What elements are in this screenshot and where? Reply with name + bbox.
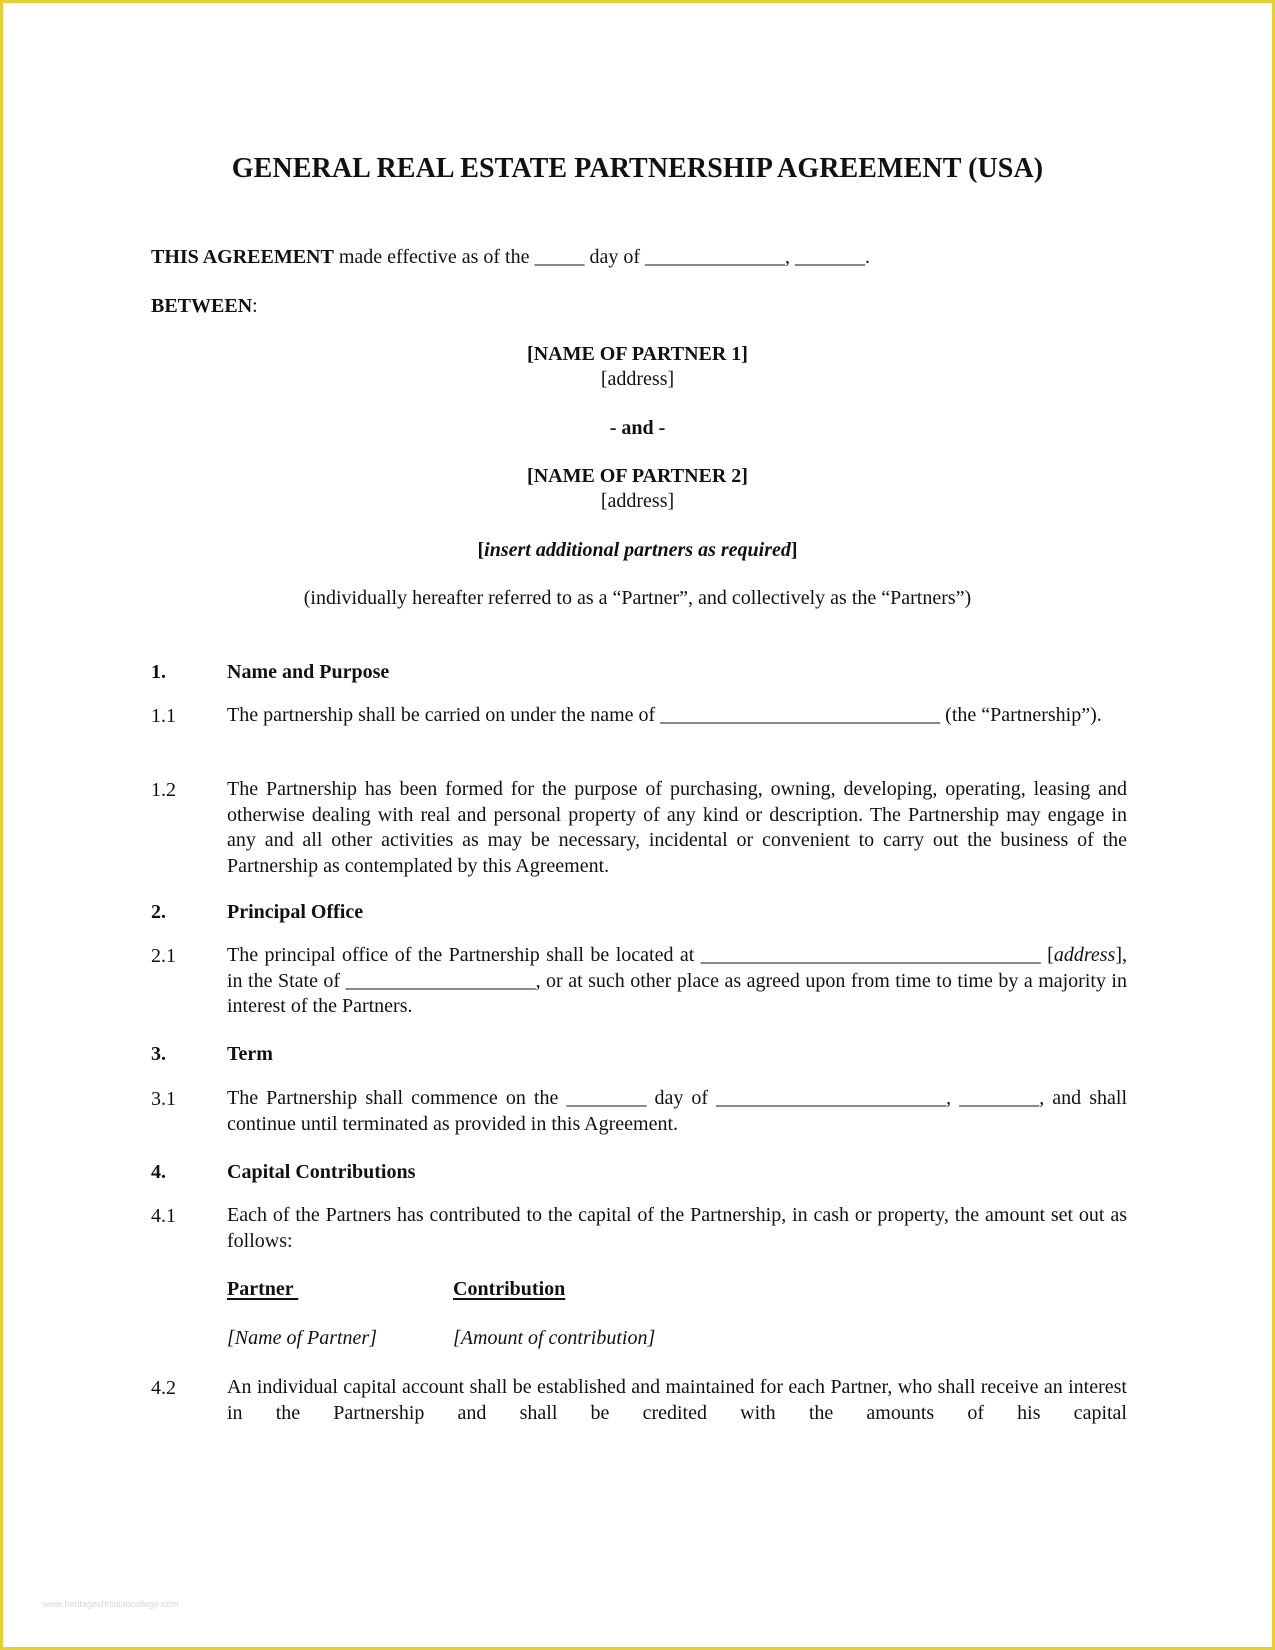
clause-2-1-part-a: The principal office of the Partnership shall be located at __________________________________ [	[227, 944, 1054, 966]
contribution-table-partner-cell: [Name of Partner]	[227, 1327, 377, 1349]
section-4-title: Capital Contributions	[227, 1161, 416, 1183]
section-2-number: 2.	[151, 901, 166, 923]
clause-4-1-number: 4.1	[151, 1205, 176, 1227]
intro-rest: made effective as of the _____ day of ______________, _______.	[333, 246, 871, 268]
intro-lead: THIS AGREEMENT	[151, 246, 334, 268]
partner2-address: [address]	[600, 490, 675, 512]
contribution-table-header-partner: Partner	[227, 1278, 299, 1300]
clause-3-1-number: 3.1	[151, 1088, 176, 1110]
section-4-number: 4.	[151, 1161, 166, 1183]
additional-partners-note	[3, 537, 1272, 563]
clause-2-1-address: address	[1053, 944, 1116, 966]
section-3-title: Term	[227, 1043, 273, 1065]
clause-1-1-text: The partnership shall be carried on under the name of ____________________________ (the “Partnership”).	[227, 704, 1102, 726]
clause-1-1-number: 1.1	[151, 705, 176, 727]
partner2-name: [NAME OF PARTNER 2]	[527, 465, 748, 487]
section-1-number: 1.	[151, 661, 166, 683]
contribution-table-header-contribution: Contribution	[453, 1278, 566, 1300]
clause-2-1-number: 2.1	[151, 945, 176, 967]
clause-2-1-text	[227, 943, 1127, 1020]
clause-3-1-text: The Partnership shall commence on the ________ day of _______________________, ________, and shall continue until terminated as provided in this Agreement.	[227, 1087, 1127, 1135]
partner1-address: [address]	[600, 368, 675, 390]
section-3-number: 3.	[151, 1043, 166, 1065]
additional-partners-text: insert additional partners as required	[484, 539, 791, 561]
clause-2-1-part-b: ], in the State of ___________________, or at such other place as agreed upon from time to time by a majority in interest of the Partners.	[227, 944, 1127, 1017]
clause-4-1-text: Each of the Partners has contributed to the capital of the Partnership, in cash or property, the amount set out as follows:	[227, 1204, 1127, 1252]
intro-line	[151, 244, 870, 270]
clause-1-2-number: 1.2	[151, 779, 176, 801]
and-separator: - and -	[609, 417, 666, 439]
referred-line: (individually hereafter referred to as a “Partner”, and collectively as the “Partners”)	[303, 587, 972, 609]
watermark: www.heritagechristiancollege.com	[43, 1599, 179, 1609]
clause-4-2-number: 4.2	[151, 1377, 176, 1399]
document-title: GENERAL REAL ESTATE PARTNERSHIP AGREEMENT (USA)	[231, 153, 1044, 184]
section-2-title: Principal Office	[227, 901, 364, 923]
clause-4-2-text: An individual capital account shall be established and maintained for each Partner, who shall receive an interest in the Partnership and shall be credited with the amounts of his capital	[227, 1376, 1127, 1424]
between-colon: :	[252, 295, 258, 317]
bracket-open: [	[477, 539, 485, 561]
section-1-title: Name and Purpose	[227, 661, 390, 683]
bracket-close: ]	[790, 539, 798, 561]
contribution-table-amount-cell: [Amount of contribution]	[453, 1327, 656, 1349]
partner1-name: [NAME OF PARTNER 1]	[527, 343, 748, 365]
between-label: BETWEEN	[151, 295, 253, 317]
clause-1-2-text: The Partnership has been formed for the purpose of purchasing, owning, developing, operating, leasing and otherwise dealing with real and personal property of any kind or description. The Partnership may engage in any and all other activities as may be necessary, incidental or convenient to carry out the business of the Partnership as contemplated by this Agreement.	[227, 778, 1127, 877]
between-line	[151, 293, 258, 319]
